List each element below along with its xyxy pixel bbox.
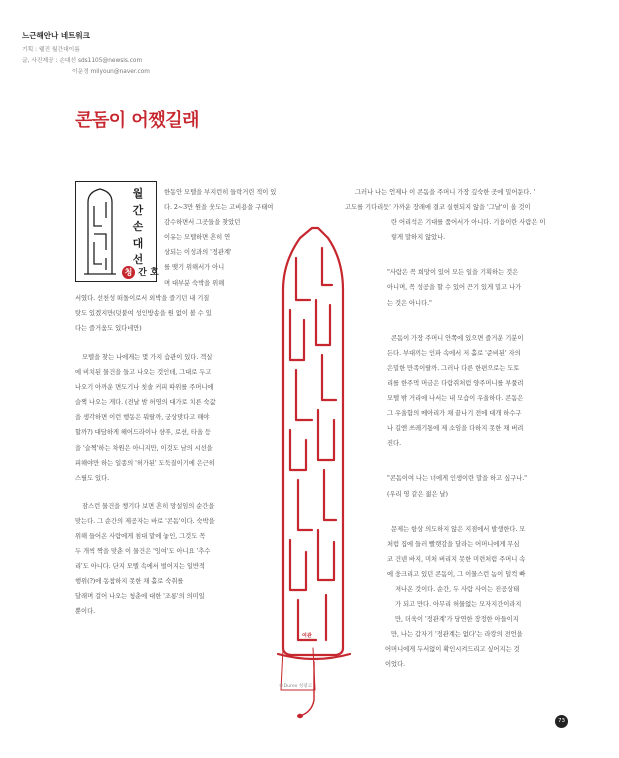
text-line: 그 우울함의 메아리가 채 끝나기 전에 대개 하수구 [387,410,522,418]
logo-char: 간 [132,203,144,217]
text-line: 할까?) 대담하게 헤어드라이나 샴푸, 로션, 타올 등 [75,429,211,437]
logo-char: 손 [132,220,144,233]
text-line: 렇게 말하지 않았나. [391,234,446,242]
text-line: 는 것은 아니다." [387,299,432,307]
text-line: 이유는 모텔하면 흔히 연 [164,234,231,242]
quote-paragraph [345,265,567,310]
paragraph [345,522,567,673]
text-line: 모텔 밖 거리에 나서는 내 모습이 우울하다. 콘돔은 [387,395,524,403]
text-line: (우리 영 같은 젊은 날) [387,490,448,498]
credit-line: 이운정 milyoun@naver.com [72,69,150,75]
text-line: 피해야만 하는 일종의 '허가된' 도둑질이기에 은근히 [75,459,215,467]
article-title: 콘돔이 어쨌길래 [75,110,199,131]
text-line: 아니며, 꼭 성공을 할 수 있어 끈기 있게 밀고 나가 [387,284,522,292]
text-line: 코 건넨 바지, 미처 버리지 못한 미련처럼 주머니 속 [387,555,526,563]
text-line: 에 웅크리고 있던 콘돔이, 그 이물스런 놈이 덜컥 빠 [387,570,526,578]
paragraph [75,185,287,336]
text-line: "콘돔이여 나는 너에게 인생이란 말을 하고 싶구나." [387,475,528,483]
text-line: 리를 한주먹 머금은 다람쥐처럼 양주머니를 부풀려 [387,379,524,387]
text-line: 며 대부분 숙박을 위해 [164,279,225,287]
text-line: "사람은 꼭 희망이 있어 모든 일을 기획하는 것은 [387,269,519,277]
text-line: 나오기 아까운 면도기나 칫솔 커피 따위를 주머니에 [75,384,214,392]
text-line: 맞는다. 그 순간의 제공자는 바로 '콘돔'이다. 숙박을 [75,517,215,525]
paragraph [345,185,567,245]
right-column [345,185,567,686]
logo-char: 선 [132,253,144,266]
text-line: 탓도 있겠지만(덧붙여 성인방송을 원 없이 볼 수 있 [75,309,212,317]
illustration-caption: ©Durex 성광고 [279,684,313,689]
logo-char: 대 [132,236,144,250]
text-line: 져나온 것이다. 순간, 두 사람 사이는 진공상태 [395,585,520,593]
page-number: 73 [555,715,568,728]
paragraph [75,499,287,620]
text-line: 리'도 아니다. 단지 모텔 속에서 벌어지는 일반적 [75,563,205,571]
text-line: 달래며 걸어 나오는 청춘에 대한 '조롱'의 의미일 [75,593,205,601]
text-line: 를 맺기 위해서가 아니 [164,264,225,272]
text-line: 에 비치된 물건을 들고 나오는 것인데, 그대로 두고 [75,369,212,377]
text-line: 어머니에게 두서없이 확인시켜드리고 싶어지는 것 [385,646,520,654]
logo-char: 월 [132,187,144,200]
text-line: 진다. [387,440,402,448]
section-title: 느근해안나 네트워크 [22,31,90,40]
text-line: 콘돔이 가장 주머니 안쪽에 있으면 즐거운 기분이 [391,334,524,342]
text-line: 문제는 항상 의도하지 않은 지점에서 발생한다. 모 [391,525,526,533]
text-line: 서였다. 선천성 떠돌이로서 외박을 즐기던 내 기질 [75,294,210,302]
text-line: 은밀한 만족이랄까. 그러나 다른 한편으로는 도토 [387,364,520,372]
credit-line: 기획 : 웰진 월간대이름 [22,47,80,53]
text-line: 감수하면서 그곳들을 찾았던 [164,219,241,227]
text-line: 가 되고 만다. 아무리 허물없는 모자지간이라지 [395,601,522,609]
text-line: 을 생각하면 이런 행동은 뭐랄까, 궁상맞다고 해야 [75,414,210,422]
text-line: 을 '슬쩍'하는 차원은 아니지만, 이것도 남의 시선을 [75,444,213,452]
text-line: 다. 2~3만 원을 웃도는 고비용을 구태여 [164,204,274,212]
text-line: 위해 들어온 사람에게 침대 맡에 놓인, 그것도 꼭 [75,532,206,540]
text-line: 뿐이다. [75,608,96,616]
paragraph [345,331,567,452]
text-line: 다는 즐거움도 있다네만) [75,324,142,332]
text-line: 든다. 부대끼는 인파 속에서 저 홀로 '준비된' 자의 [387,349,521,357]
quote-paragraph [345,471,567,501]
text-line: 처럼 집에 들러 빨랫감을 달라는 어머니에게 무심 [387,540,520,548]
text-line: 두 개씩 짝을 맞춘 이 물건은 '잉여'도 아니요 '추수 [75,548,211,556]
text-line: 만, 더욱이 '정관계'가 당연한 장정한 아들이지 [395,616,519,624]
illustration-tag: 여관 [302,633,312,639]
text-line: 란 어리석은 기대를 품어서가 아니다. 기융이란 사람은 이 [391,219,546,227]
text-line: 그러나 나는 언제나 이 콘돔을 주머니 가장 깊숙한 곳에 밀어둔다. ' [355,189,536,196]
text-line: 상되는 이성과의 '정관계' [164,249,232,257]
text-line: 행위(?)에 동참하지 못한 채 홀로 숙취를 [75,578,184,586]
paragraph [75,350,287,486]
text-line: 고도를 기다리듯' 가까운 장래에 결코 실현되지 않을 '그날'이 올 것이 [345,204,531,212]
text-line: 모텔을 찾는 나에게는 몇 가지 습관이 있다. 객실 [82,353,213,361]
text-line: 만, 나는 갑자기 '정관계는 없다'는 라캉의 전언을 [391,631,523,639]
text-line: 스릴도 있다. [75,474,110,482]
text-line: 한동안 모텔을 부지런히 들락거린 적이 있 [164,189,277,196]
logo-tail-text: 간 호 [138,268,159,278]
left-column [75,185,287,633]
credit-line: 글, 사진제공 : 손대선 sds1105@newsis.com [22,58,143,64]
text-line: 슬쩍 나오는 게다. (전날 밤 허영의 대가로 치른 숙값 [75,399,216,407]
text-line: 나 길엔 쓰레기통에 제 소임을 다하지 못한 채 버려 [387,425,524,433]
logo-seal: 청 [122,266,135,279]
text-line: 이었다. [385,661,406,669]
text-line: 잠스런 물건을 챙기다 보면 흔히 망설임의 순간을 [82,502,215,510]
